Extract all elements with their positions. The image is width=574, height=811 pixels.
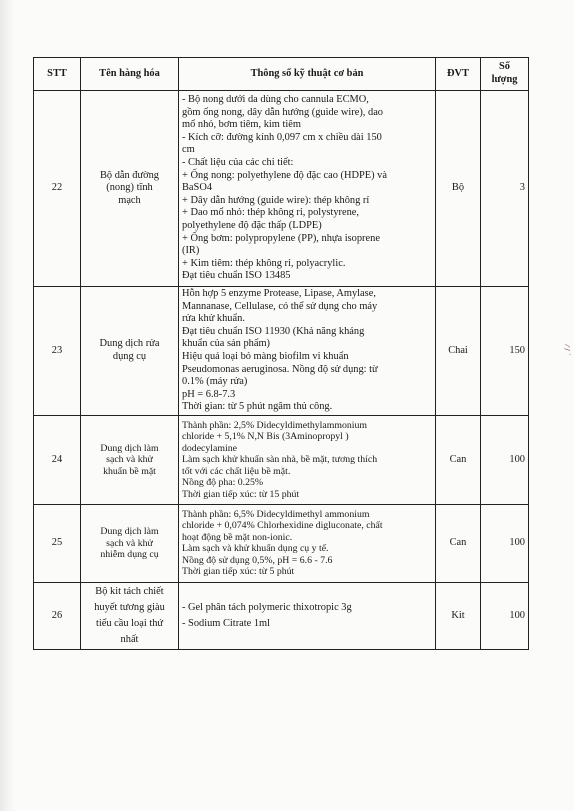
cell-quantity: 3 [481, 91, 529, 287]
cell-stt: 25 [34, 504, 81, 582]
specification-line: mổ nhỏ, bơm tiêm, kim tiêm [182, 119, 301, 131]
header-unit: ĐVT [436, 58, 481, 91]
specification-line: Thời gian: từ 5 phút ngâm thủ công. [182, 401, 333, 413]
item-name-line: Dung dịch làm [100, 526, 159, 538]
specification-line: Hỗn hợp 5 enzyme Protease, Lipase, Amylase, [182, 288, 376, 299]
specification-line: - Kích cỡ: đường kính 0,097 cm x chiều dài 150 [182, 131, 382, 143]
specification-line: 0.1% (máy rửa) [182, 376, 248, 388]
table-row [34, 504, 529, 582]
specification-line: pH = 6.8-7.3 [182, 388, 236, 400]
specification-line: Đạt tiêu chuẩn ISO 11930 (Khả năng kháng [182, 325, 365, 337]
item-name-line: tiểu cầu loại thứ [95, 617, 164, 629]
table-header-row [34, 58, 529, 91]
specification-line: Làm sạch và khử khuẩn dụng cụ y tế. [182, 543, 329, 555]
margin-annotation-mark: ⁄ ∕ ˋ [563, 345, 571, 357]
specification-line: tốt với các chất liệu bề mặt. [182, 465, 291, 477]
table-row [34, 287, 529, 416]
specification-line: Thời gian tiếp xúc: từ 5 phút [182, 566, 295, 578]
cell-specification [179, 582, 436, 649]
item-name-line: sạch và khử [106, 537, 153, 549]
cell-stt: 26 [34, 582, 81, 649]
specification-line: khuẩn của sản phẩm) [182, 338, 271, 350]
cell-specification [179, 504, 436, 582]
cell-quantity: 100 [481, 582, 529, 649]
cell-unit: Can [436, 504, 481, 582]
specification-line: dodecylamine [182, 442, 237, 454]
cell-specification [179, 287, 436, 416]
cell-specification [179, 91, 436, 287]
specification-line: hoạt động bề mặt non-ionic. [182, 531, 293, 543]
specification-line: (IR) [182, 245, 200, 257]
cell-unit: Bộ [436, 91, 481, 287]
specification-line: - Sodium Citrate 1ml [182, 617, 271, 629]
specification-line: Thành phần: 2,5% Didecyldimethylammonium [182, 419, 368, 431]
specification-line: Nồng độ sử dụng 0,5%, pH = 6.6 - 7.6 [182, 554, 333, 566]
item-name-line: Dung dịch rửa [99, 338, 160, 350]
cell-unit: Chai [436, 287, 481, 416]
item-name-line: nhiễm dụng cụ [100, 549, 159, 561]
item-name-line: dụng cụ [112, 350, 147, 362]
specification-line: chloride + 5,1% N,N Bis (3Aminopropyl ) [182, 431, 349, 443]
item-name-line: Bộ kit tách chiết [95, 585, 164, 597]
header-specification: Thông số kỹ thuật cơ bản [179, 58, 436, 91]
header-item-name: Tên hàng hóa [81, 58, 179, 91]
item-name-line: mạch [118, 194, 141, 206]
specification-line: Đạt tiêu chuẩn ISO 13485 [182, 270, 291, 282]
cell-item-name [81, 287, 179, 416]
item-name-line: Bộ dẫn đường [99, 169, 160, 181]
specification-line: Thời gian tiếp xúc: từ 15 phút [182, 488, 300, 500]
cell-item-name [81, 415, 179, 504]
cell-quantity: 150 [481, 287, 529, 416]
header-stt: STT [34, 58, 81, 91]
specification-line: + Dây dẫn hướng (guide wire): thép không rỉ [182, 194, 370, 206]
header-quantity: Số lượng [481, 58, 529, 91]
specification-line: polyethylene độ đặc thấp (LDPE) [182, 219, 322, 231]
specification-line: + Dao mổ nhỏ: thép không rỉ, polystyrene, [182, 207, 359, 219]
cell-stt: 24 [34, 415, 81, 504]
item-name-line: sạch và khử [106, 454, 153, 466]
specification-line: Nồng độ pha: 0.25% [182, 477, 264, 489]
cell-unit: Kit [436, 582, 481, 649]
specification-line: - Chất liệu của các chi tiết: [182, 157, 294, 169]
specification-line: gồm ống nong, dây dẫn hướng (guide wire), dao [182, 106, 384, 118]
item-name-line: huyết tương giàu [94, 601, 165, 613]
specification-line: rửa khử khuẩn. [182, 313, 245, 325]
specification-line: Làm sạch khử khuẩn sàn nhà, bề mặt, tương thích [182, 454, 378, 466]
cell-quantity: 100 [481, 415, 529, 504]
table-row [34, 582, 529, 649]
specification-line: Mannanase, Cellulase, có thể sử dụng cho máy [182, 300, 378, 312]
item-name-line: Dung dịch làm [100, 442, 159, 454]
cell-stt: 22 [34, 91, 81, 287]
specification-line: - Gel phân tách polymeric thixotropic 3g [182, 601, 352, 613]
item-name-line: nhất [120, 633, 139, 645]
cell-item-name [81, 91, 179, 287]
cell-specification [179, 415, 436, 504]
specification-line: chloride + 0,074% Chlorhexidine digluconate, chất [182, 520, 383, 532]
specification-line: cm [182, 144, 195, 156]
specification-line: + Kim tiêm: thép không rỉ, polyacrylic. [182, 257, 346, 269]
table-row [34, 415, 529, 504]
specification-line: Pseudomonas aeruginosa. Nồng độ sử dụng: từ [182, 363, 378, 375]
table-row [34, 91, 529, 287]
cell-stt: 23 [34, 287, 81, 416]
specification-line: - Bộ nong dưới da dùng cho cannula ECMO, [182, 94, 369, 106]
scan-edge-shadow [0, 0, 14, 811]
item-name-line: khuẩn bề mặt [103, 465, 156, 477]
cell-unit: Can [436, 415, 481, 504]
specification-table [33, 57, 529, 650]
specification-line: + Ống nong: polyethylene độ đặc cao (HDPE) và [182, 169, 387, 181]
specification-line: BaSO4 [182, 182, 213, 194]
specification-line: Thành phần: 6,5% Didecyldimethyl ammonium [182, 508, 370, 520]
cell-quantity: 100 [481, 504, 529, 582]
specification-line: + Ống bơm: polypropylene (PP), nhựa isoprene [182, 232, 380, 244]
specification-line: Hiệu quả loại bỏ màng biofilm vi khuẩn [182, 350, 349, 362]
item-name-line: (nong) tĩnh [106, 182, 153, 194]
cell-item-name [81, 504, 179, 582]
cell-item-name [81, 582, 179, 649]
